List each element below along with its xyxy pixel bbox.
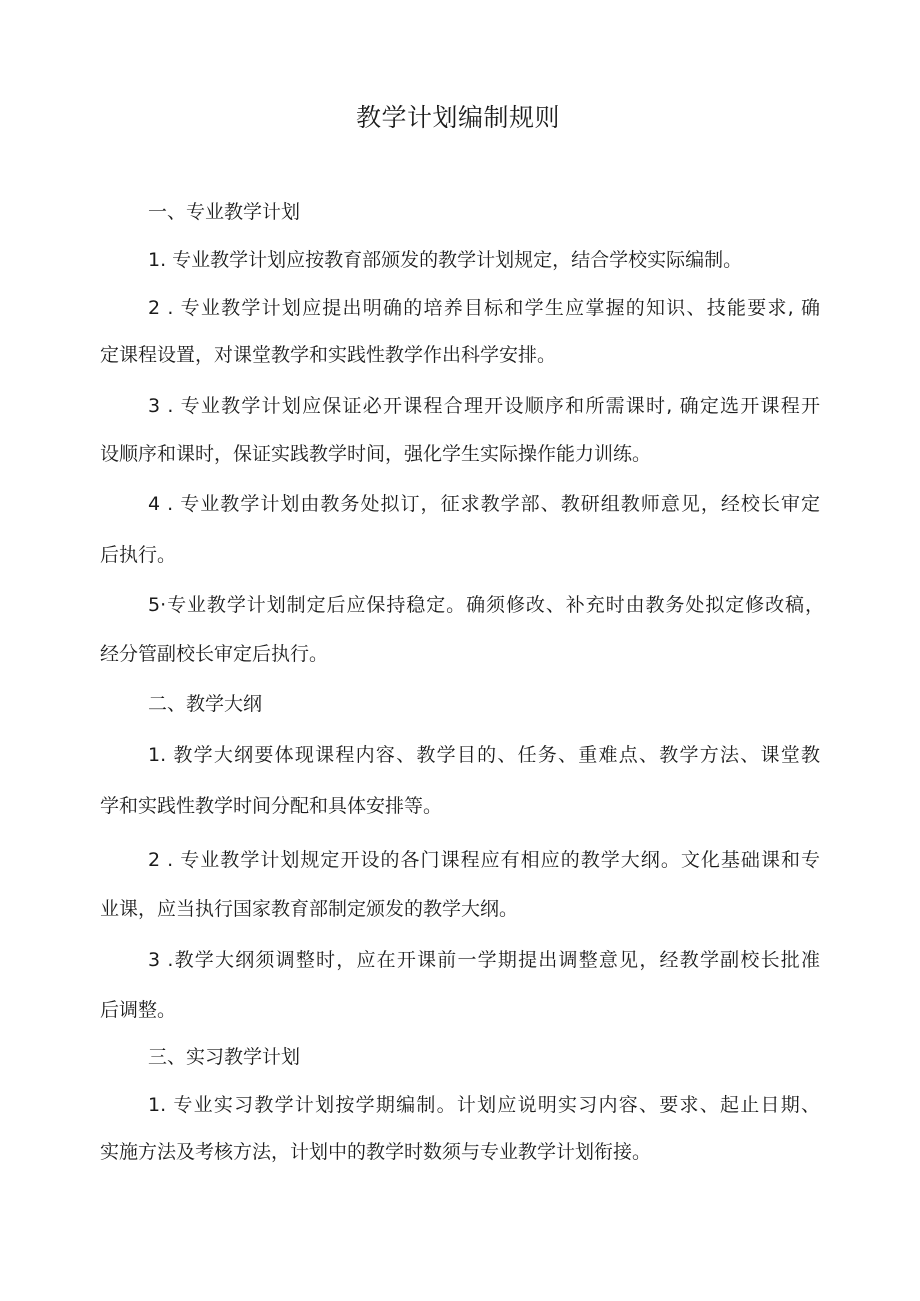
paragraph-line: 实施方法及考核方法，计划中的教学时数须与专业教学计划衔接。 [100, 1141, 652, 1163]
paragraph-line: 1. 教学大纲要体现课程内容、教学目的、任务、重难点、教学方法、课堂教 [148, 744, 820, 766]
section-heading-1: 一、专业教学计划 [148, 201, 301, 223]
paragraph-line: 定课程设置，对课堂教学和实践性教学作出科学安排。 [100, 344, 557, 366]
paragraph-line: 2 . 专业教学计划应提出明确的培养目标和学生应掌握的知识、技能要求, 确 [148, 297, 820, 319]
paragraph-line: 后执行。 [100, 544, 177, 566]
paragraph-line: 2 . 专业教学计划规定开设的各门课程应有相应的教学大纲。文化基础课和专 [148, 849, 820, 871]
paragraph-line: 3 . 专业教学计划应保证必开课程合理开设顺序和所需课时, 确定选开课程开 [148, 395, 820, 417]
paragraph-line: 5·专业教学计划制定后应保持稳定。确须修改、补充时由教务处拟定修改稿， [148, 594, 824, 616]
paragraph-line: 业课，应当执行国家教育部制定颁发的教学大纲。 [100, 898, 519, 920]
paragraph-line: 1. 专业教学计划应按教育部颁发的教学计划规定，结合学校实际编制。 [148, 249, 743, 271]
paragraph-line: 后调整。 [100, 999, 177, 1021]
paragraph-line: 3 .教学大纲须调整时，应在开课前一学期提出调整意见，经教学副校长批准 [148, 949, 820, 971]
paragraph-line: 经分管副校长审定后执行。 [100, 643, 329, 665]
paragraph-line: 学和实践性教学时间分配和具体安排等。 [100, 795, 443, 817]
paragraph-line: 4 . 专业教学计划由教务处拟订，征求教学部、教研组教师意见，经校长审定 [148, 493, 820, 515]
paragraph-line: 1. 专业实习教学计划按学期编制。计划应说明实习内容、要求、起止日期、 [148, 1094, 820, 1116]
section-heading-2: 二、教学大纲 [148, 693, 263, 715]
paragraph-line: 设顺序和课时，保证实践教学时间，强化学生实际操作能力训练。 [100, 443, 652, 465]
section-heading-3: 三、实习教学计划 [148, 1046, 301, 1068]
document-title: 教学计划编制规则 [355, 103, 560, 132]
